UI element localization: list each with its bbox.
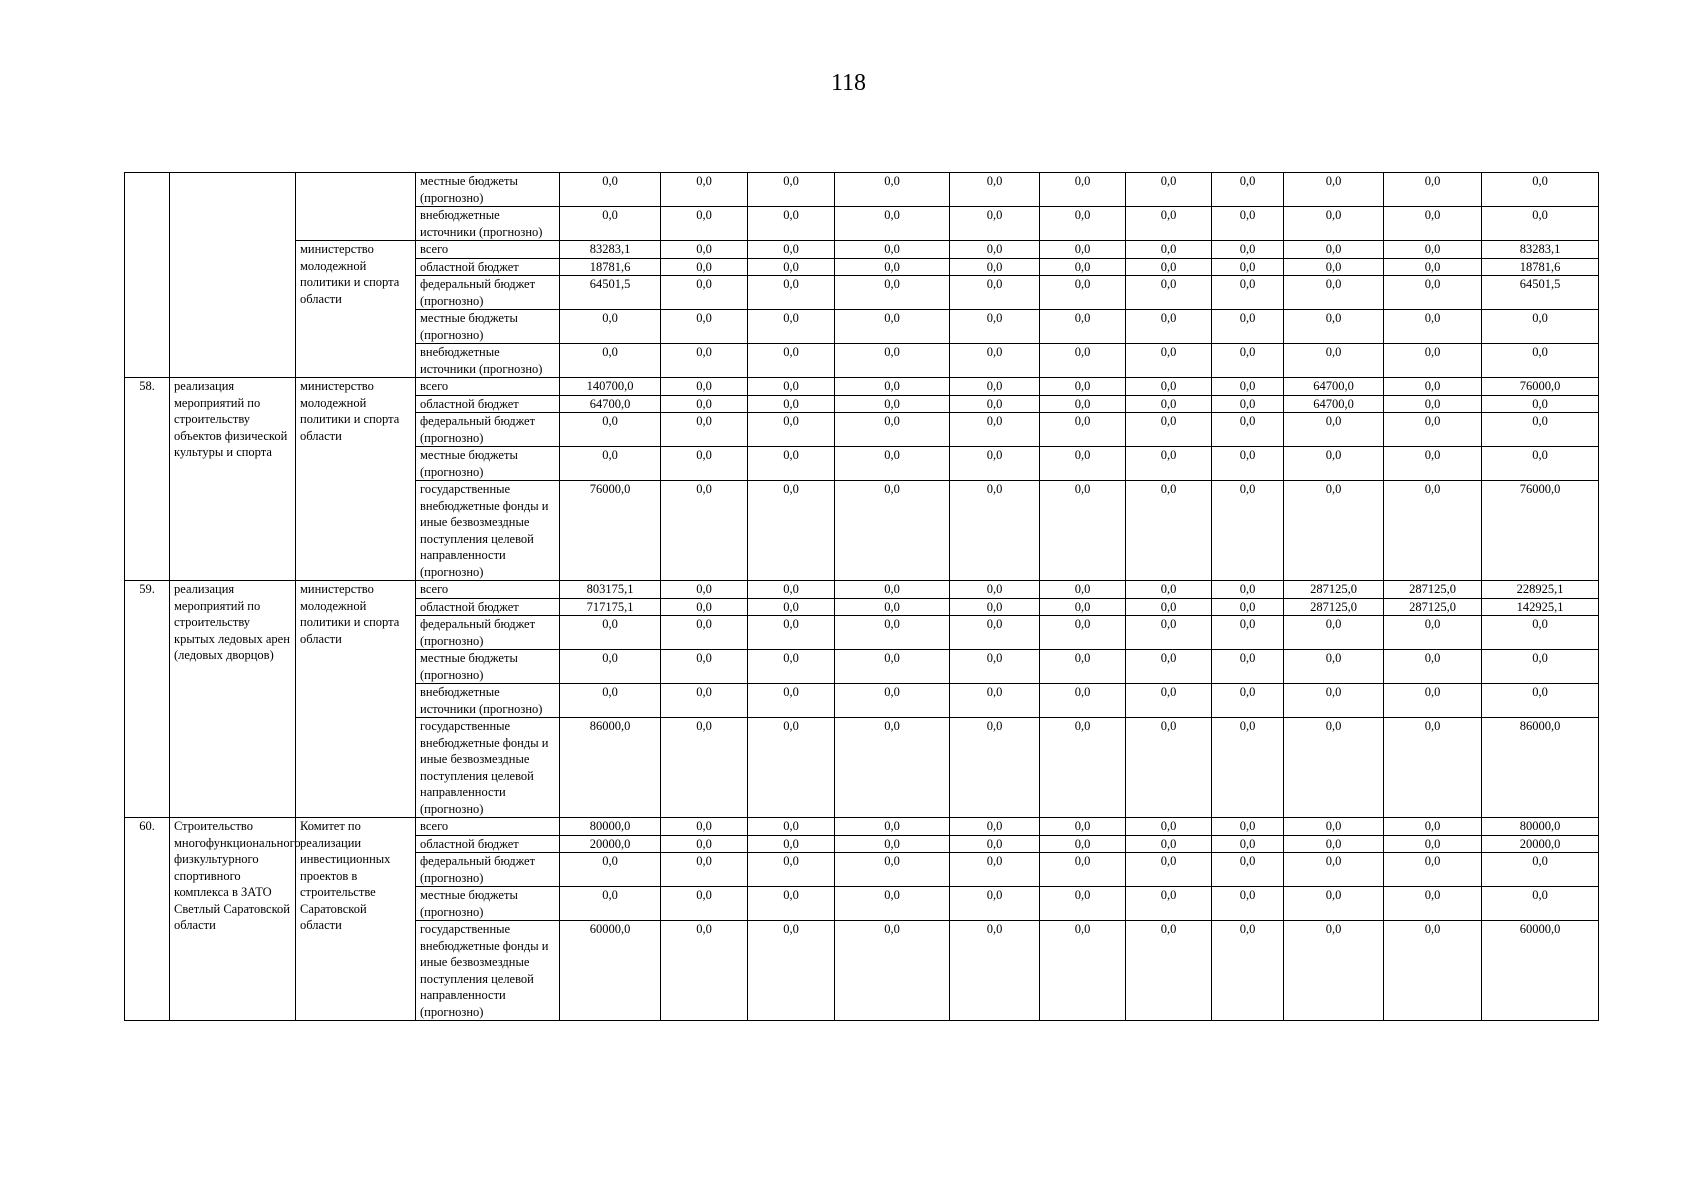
amount-cell: 0,0 <box>661 853 748 887</box>
amount-cell: 0,0 <box>1212 344 1284 378</box>
amount-cell: 0,0 <box>1482 413 1599 447</box>
amount-cell: 0,0 <box>1126 395 1212 413</box>
amount-cell: 0,0 <box>1040 581 1126 599</box>
amount-cell: 0,0 <box>1040 241 1126 259</box>
funding-source: областной бюджет <box>416 395 560 413</box>
amount-cell: 0,0 <box>748 887 835 921</box>
amount-cell: 0,0 <box>748 616 835 650</box>
amount-cell: 287125,0 <box>1284 598 1384 616</box>
activity-name <box>170 173 296 378</box>
amount-cell: 0,0 <box>1384 818 1482 836</box>
amount-cell: 0,0 <box>1212 650 1284 684</box>
funding-source: федеральный бюджет (прогнозно) <box>416 853 560 887</box>
amount-cell: 0,0 <box>560 344 661 378</box>
amount-cell: 86000,0 <box>560 718 661 818</box>
amount-cell: 64501,5 <box>1482 276 1599 310</box>
amount-cell: 0,0 <box>1126 835 1212 853</box>
amount-cell: 0,0 <box>1212 835 1284 853</box>
budget-table-body <box>125 173 1599 1021</box>
amount-cell: 0,0 <box>835 921 950 1021</box>
amount-cell: 0,0 <box>748 413 835 447</box>
amount-cell: 0,0 <box>1482 395 1599 413</box>
amount-cell: 0,0 <box>835 173 950 207</box>
funding-source: областной бюджет <box>416 258 560 276</box>
amount-cell: 0,0 <box>661 258 748 276</box>
amount-cell: 80000,0 <box>560 818 661 836</box>
amount-cell: 0,0 <box>950 413 1040 447</box>
funding-source: внебюджетные источники (прогнозно) <box>416 344 560 378</box>
amount-cell: 0,0 <box>661 598 748 616</box>
amount-cell: 0,0 <box>835 378 950 396</box>
funding-source: областной бюджет <box>416 598 560 616</box>
amount-cell: 0,0 <box>1384 413 1482 447</box>
amount-cell: 0,0 <box>1212 447 1284 481</box>
funding-source: федеральный бюджет (прогнозно) <box>416 413 560 447</box>
amount-cell: 0,0 <box>1126 887 1212 921</box>
amount-cell: 0,0 <box>1212 684 1284 718</box>
amount-cell: 0,0 <box>661 481 748 581</box>
amount-cell: 0,0 <box>661 887 748 921</box>
amount-cell: 0,0 <box>1126 276 1212 310</box>
amount-cell: 64501,5 <box>560 276 661 310</box>
funding-source: федеральный бюджет (прогнозно) <box>416 276 560 310</box>
row-index: 59. <box>125 581 170 818</box>
amount-cell: 0,0 <box>1126 684 1212 718</box>
amount-cell: 0,0 <box>1040 447 1126 481</box>
amount-cell: 0,0 <box>748 581 835 599</box>
amount-cell: 0,0 <box>1040 481 1126 581</box>
amount-cell: 0,0 <box>950 344 1040 378</box>
amount-cell: 0,0 <box>1126 173 1212 207</box>
funding-source: местные бюджеты (прогнозно) <box>416 173 560 207</box>
amount-cell: 0,0 <box>950 310 1040 344</box>
amount-cell: 83283,1 <box>1482 241 1599 259</box>
amount-cell: 0,0 <box>950 395 1040 413</box>
amount-cell: 0,0 <box>1284 258 1384 276</box>
amount-cell: 0,0 <box>1284 818 1384 836</box>
amount-cell: 0,0 <box>1040 598 1126 616</box>
amount-cell: 0,0 <box>1126 378 1212 396</box>
table-row <box>125 818 1599 836</box>
amount-cell: 0,0 <box>661 395 748 413</box>
amount-cell: 0,0 <box>1284 616 1384 650</box>
activity-name: реализация мероприятий по строительству объектов физической культуры и спорта <box>170 378 296 581</box>
amount-cell: 142925,1 <box>1482 598 1599 616</box>
amount-cell: 0,0 <box>1384 344 1482 378</box>
amount-cell: 0,0 <box>1212 887 1284 921</box>
amount-cell: 0,0 <box>835 835 950 853</box>
amount-cell: 0,0 <box>560 413 661 447</box>
amount-cell: 717175,1 <box>560 598 661 616</box>
amount-cell: 80000,0 <box>1482 818 1599 836</box>
amount-cell: 0,0 <box>560 310 661 344</box>
amount-cell: 0,0 <box>661 413 748 447</box>
amount-cell: 0,0 <box>835 581 950 599</box>
amount-cell: 0,0 <box>1126 207 1212 241</box>
amount-cell: 0,0 <box>1040 684 1126 718</box>
amount-cell: 0,0 <box>661 378 748 396</box>
amount-cell: 0,0 <box>748 258 835 276</box>
amount-cell: 0,0 <box>560 447 661 481</box>
amount-cell: 0,0 <box>1284 447 1384 481</box>
amount-cell: 0,0 <box>835 598 950 616</box>
amount-cell: 0,0 <box>748 650 835 684</box>
amount-cell: 0,0 <box>835 447 950 481</box>
amount-cell: 0,0 <box>1212 258 1284 276</box>
amount-cell: 0,0 <box>1384 378 1482 396</box>
activity-name: Строительство многофункционального физкультурного спортивного комплекса в ЗАТО Светлый Саратовской области <box>170 818 296 1021</box>
amount-cell: 0,0 <box>1040 887 1126 921</box>
amount-cell: 60000,0 <box>1482 921 1599 1021</box>
amount-cell: 18781,6 <box>1482 258 1599 276</box>
amount-cell: 76000,0 <box>560 481 661 581</box>
amount-cell: 0,0 <box>1384 835 1482 853</box>
amount-cell: 20000,0 <box>1482 835 1599 853</box>
amount-cell: 0,0 <box>748 173 835 207</box>
amount-cell: 0,0 <box>1126 718 1212 818</box>
amount-cell: 0,0 <box>1126 921 1212 1021</box>
funding-source: всего <box>416 241 560 259</box>
amount-cell: 0,0 <box>1482 173 1599 207</box>
amount-cell: 64700,0 <box>560 395 661 413</box>
amount-cell: 0,0 <box>1384 853 1482 887</box>
amount-cell: 0,0 <box>1384 481 1482 581</box>
amount-cell: 0,0 <box>1384 684 1482 718</box>
amount-cell: 0,0 <box>835 853 950 887</box>
amount-cell: 287125,0 <box>1284 581 1384 599</box>
amount-cell: 0,0 <box>1040 207 1126 241</box>
amount-cell: 0,0 <box>1212 616 1284 650</box>
amount-cell: 0,0 <box>661 650 748 684</box>
amount-cell: 0,0 <box>661 921 748 1021</box>
amount-cell: 0,0 <box>1384 276 1482 310</box>
funding-source: всего <box>416 818 560 836</box>
amount-cell: 0,0 <box>1040 258 1126 276</box>
amount-cell: 0,0 <box>1482 447 1599 481</box>
executor-name: министерство молодежной политики и спорта области <box>296 241 416 378</box>
amount-cell: 0,0 <box>748 207 835 241</box>
funding-source: всего <box>416 581 560 599</box>
table-row <box>125 378 1599 396</box>
amount-cell: 0,0 <box>835 258 950 276</box>
amount-cell: 0,0 <box>950 207 1040 241</box>
amount-cell: 0,0 <box>748 481 835 581</box>
amount-cell: 0,0 <box>1212 413 1284 447</box>
amount-cell: 0,0 <box>1482 207 1599 241</box>
amount-cell: 64700,0 <box>1284 378 1384 396</box>
amount-cell: 0,0 <box>1126 598 1212 616</box>
amount-cell: 0,0 <box>1212 276 1284 310</box>
amount-cell: 0,0 <box>1284 413 1384 447</box>
amount-cell: 0,0 <box>835 650 950 684</box>
amount-cell: 0,0 <box>1384 241 1482 259</box>
amount-cell: 0,0 <box>1384 395 1482 413</box>
amount-cell: 0,0 <box>950 447 1040 481</box>
amount-cell: 0,0 <box>748 241 835 259</box>
amount-cell: 0,0 <box>835 241 950 259</box>
amount-cell: 0,0 <box>661 344 748 378</box>
amount-cell: 0,0 <box>1126 241 1212 259</box>
amount-cell: 0,0 <box>1040 616 1126 650</box>
amount-cell: 0,0 <box>835 344 950 378</box>
amount-cell: 0,0 <box>950 835 1040 853</box>
amount-cell: 0,0 <box>1126 853 1212 887</box>
amount-cell: 0,0 <box>1284 207 1384 241</box>
amount-cell: 0,0 <box>1126 616 1212 650</box>
amount-cell: 0,0 <box>661 310 748 344</box>
amount-cell: 0,0 <box>1482 684 1599 718</box>
amount-cell: 0,0 <box>1482 853 1599 887</box>
amount-cell: 228925,1 <box>1482 581 1599 599</box>
executor-name <box>296 173 416 241</box>
amount-cell: 0,0 <box>1212 818 1284 836</box>
budget-table <box>124 172 1599 1021</box>
amount-cell: 18781,6 <box>560 258 661 276</box>
amount-cell: 0,0 <box>950 598 1040 616</box>
amount-cell: 0,0 <box>1126 344 1212 378</box>
amount-cell: 0,0 <box>950 921 1040 1021</box>
funding-source: местные бюджеты (прогнозно) <box>416 887 560 921</box>
amount-cell: 60000,0 <box>560 921 661 1021</box>
amount-cell: 0,0 <box>835 207 950 241</box>
amount-cell: 0,0 <box>661 207 748 241</box>
funding-source: местные бюджеты (прогнозно) <box>416 447 560 481</box>
funding-source: государственные внебюджетные фонды и иные безвозмездные поступления целевой направленности (прогнозно) <box>416 921 560 1021</box>
amount-cell: 0,0 <box>560 853 661 887</box>
amount-cell: 76000,0 <box>1482 481 1599 581</box>
amount-cell: 0,0 <box>748 344 835 378</box>
table-row <box>125 581 1599 599</box>
amount-cell: 0,0 <box>1040 650 1126 684</box>
amount-cell: 0,0 <box>748 835 835 853</box>
amount-cell: 803175,1 <box>560 581 661 599</box>
amount-cell: 0,0 <box>1284 853 1384 887</box>
amount-cell: 0,0 <box>1126 447 1212 481</box>
amount-cell: 0,0 <box>1212 581 1284 599</box>
amount-cell: 0,0 <box>1384 887 1482 921</box>
amount-cell: 0,0 <box>748 447 835 481</box>
amount-cell: 0,0 <box>1212 310 1284 344</box>
amount-cell: 0,0 <box>1384 207 1482 241</box>
amount-cell: 0,0 <box>1126 258 1212 276</box>
amount-cell: 0,0 <box>950 650 1040 684</box>
amount-cell: 0,0 <box>560 650 661 684</box>
amount-cell: 0,0 <box>1040 310 1126 344</box>
amount-cell: 287125,0 <box>1384 581 1482 599</box>
amount-cell: 0,0 <box>1284 718 1384 818</box>
amount-cell: 140700,0 <box>560 378 661 396</box>
funding-source: всего <box>416 378 560 396</box>
executor-name: Комитет по реализации инвестиционных проектов в строительстве Саратовской области <box>296 818 416 1021</box>
amount-cell: 0,0 <box>1482 310 1599 344</box>
funding-source: государственные внебюджетные фонды и иные безвозмездные поступления целевой направленности (прогнозно) <box>416 718 560 818</box>
amount-cell: 0,0 <box>950 173 1040 207</box>
amount-cell: 0,0 <box>950 276 1040 310</box>
amount-cell: 0,0 <box>1284 921 1384 1021</box>
amount-cell: 0,0 <box>835 310 950 344</box>
row-index: 60. <box>125 818 170 1021</box>
amount-cell: 0,0 <box>661 835 748 853</box>
amount-cell: 0,0 <box>748 378 835 396</box>
table-row <box>125 241 1599 259</box>
amount-cell: 0,0 <box>1284 481 1384 581</box>
funding-source: внебюджетные источники (прогнозно) <box>416 684 560 718</box>
amount-cell: 0,0 <box>950 818 1040 836</box>
amount-cell: 0,0 <box>1384 310 1482 344</box>
amount-cell: 0,0 <box>835 395 950 413</box>
amount-cell: 0,0 <box>748 276 835 310</box>
amount-cell: 0,0 <box>661 276 748 310</box>
amount-cell: 0,0 <box>661 616 748 650</box>
amount-cell: 0,0 <box>1126 481 1212 581</box>
page-number: 118 <box>830 70 867 96</box>
activity-name: реализация мероприятий по строительству крытых ледовых арен (ледовых дворцов) <box>170 581 296 818</box>
funding-source: внебюджетные источники (прогнозно) <box>416 207 560 241</box>
amount-cell: 0,0 <box>1284 684 1384 718</box>
amount-cell: 0,0 <box>1384 650 1482 684</box>
amount-cell: 0,0 <box>748 395 835 413</box>
amount-cell: 83283,1 <box>560 241 661 259</box>
amount-cell: 0,0 <box>1126 650 1212 684</box>
amount-cell: 0,0 <box>748 853 835 887</box>
amount-cell: 0,0 <box>950 684 1040 718</box>
amount-cell: 0,0 <box>560 684 661 718</box>
amount-cell: 0,0 <box>1284 173 1384 207</box>
amount-cell: 0,0 <box>1384 921 1482 1021</box>
amount-cell: 0,0 <box>950 378 1040 396</box>
amount-cell: 0,0 <box>1384 447 1482 481</box>
row-index: 58. <box>125 378 170 581</box>
table-row <box>125 173 1599 207</box>
amount-cell: 64700,0 <box>1284 395 1384 413</box>
amount-cell: 0,0 <box>1212 378 1284 396</box>
amount-cell: 0,0 <box>835 616 950 650</box>
amount-cell: 0,0 <box>835 818 950 836</box>
amount-cell: 0,0 <box>1284 835 1384 853</box>
amount-cell: 0,0 <box>1040 818 1126 836</box>
amount-cell: 0,0 <box>1212 207 1284 241</box>
amount-cell: 0,0 <box>950 481 1040 581</box>
amount-cell: 0,0 <box>1126 413 1212 447</box>
funding-source: областной бюджет <box>416 835 560 853</box>
amount-cell: 0,0 <box>748 818 835 836</box>
amount-cell: 0,0 <box>950 616 1040 650</box>
amount-cell: 0,0 <box>1284 344 1384 378</box>
amount-cell: 0,0 <box>661 684 748 718</box>
amount-cell: 0,0 <box>1040 835 1126 853</box>
funding-source: местные бюджеты (прогнозно) <box>416 310 560 344</box>
amount-cell: 0,0 <box>950 241 1040 259</box>
amount-cell: 0,0 <box>748 684 835 718</box>
amount-cell: 0,0 <box>1212 241 1284 259</box>
amount-cell: 0,0 <box>1284 276 1384 310</box>
amount-cell: 0,0 <box>950 581 1040 599</box>
amount-cell: 0,0 <box>560 616 661 650</box>
amount-cell: 0,0 <box>661 581 748 599</box>
amount-cell: 0,0 <box>1126 310 1212 344</box>
amount-cell: 0,0 <box>950 258 1040 276</box>
amount-cell: 0,0 <box>835 276 950 310</box>
amount-cell: 0,0 <box>1212 853 1284 887</box>
amount-cell: 0,0 <box>1040 344 1126 378</box>
amount-cell: 0,0 <box>661 241 748 259</box>
amount-cell: 0,0 <box>1482 650 1599 684</box>
amount-cell: 0,0 <box>748 718 835 818</box>
executor-name: министерство молодежной политики и спорта области <box>296 378 416 581</box>
amount-cell: 0,0 <box>748 921 835 1021</box>
amount-cell: 0,0 <box>1212 481 1284 581</box>
amount-cell: 76000,0 <box>1482 378 1599 396</box>
amount-cell: 0,0 <box>560 887 661 921</box>
amount-cell: 0,0 <box>835 684 950 718</box>
amount-cell: 0,0 <box>1126 818 1212 836</box>
funding-source: федеральный бюджет (прогнозно) <box>416 616 560 650</box>
amount-cell: 0,0 <box>1384 173 1482 207</box>
amount-cell: 0,0 <box>1284 310 1384 344</box>
amount-cell: 0,0 <box>1482 344 1599 378</box>
amount-cell: 0,0 <box>1482 887 1599 921</box>
amount-cell: 0,0 <box>1040 378 1126 396</box>
amount-cell: 0,0 <box>1284 241 1384 259</box>
amount-cell: 0,0 <box>1212 395 1284 413</box>
amount-cell: 0,0 <box>835 887 950 921</box>
amount-cell: 0,0 <box>1040 276 1126 310</box>
amount-cell: 0,0 <box>1040 395 1126 413</box>
amount-cell: 0,0 <box>1384 718 1482 818</box>
amount-cell: 0,0 <box>560 173 661 207</box>
amount-cell: 0,0 <box>1040 718 1126 818</box>
amount-cell: 0,0 <box>835 718 950 818</box>
funding-source: государственные внебюджетные фонды и иные безвозмездные поступления целевой направленности (прогнозно) <box>416 481 560 581</box>
amount-cell: 0,0 <box>1284 650 1384 684</box>
amount-cell: 0,0 <box>1212 921 1284 1021</box>
amount-cell: 0,0 <box>1384 616 1482 650</box>
amount-cell: 0,0 <box>835 481 950 581</box>
amount-cell: 20000,0 <box>560 835 661 853</box>
amount-cell: 0,0 <box>1212 173 1284 207</box>
amount-cell: 0,0 <box>1212 718 1284 818</box>
amount-cell: 0,0 <box>560 207 661 241</box>
amount-cell: 0,0 <box>950 887 1040 921</box>
amount-cell: 0,0 <box>1040 853 1126 887</box>
executor-name: министерство молодежной политики и спорта области <box>296 581 416 818</box>
amount-cell: 0,0 <box>1212 598 1284 616</box>
amount-cell: 0,0 <box>950 853 1040 887</box>
amount-cell: 0,0 <box>1284 887 1384 921</box>
amount-cell: 0,0 <box>1384 258 1482 276</box>
amount-cell: 0,0 <box>835 413 950 447</box>
amount-cell: 0,0 <box>661 718 748 818</box>
amount-cell: 0,0 <box>661 818 748 836</box>
amount-cell: 0,0 <box>748 310 835 344</box>
amount-cell: 0,0 <box>1126 581 1212 599</box>
amount-cell: 0,0 <box>950 718 1040 818</box>
amount-cell: 86000,0 <box>1482 718 1599 818</box>
row-index <box>125 173 170 378</box>
amount-cell: 0,0 <box>1040 173 1126 207</box>
amount-cell: 0,0 <box>748 598 835 616</box>
amount-cell: 0,0 <box>1040 413 1126 447</box>
amount-cell: 287125,0 <box>1384 598 1482 616</box>
amount-cell: 0,0 <box>1040 921 1126 1021</box>
amount-cell: 0,0 <box>1482 616 1599 650</box>
funding-source: местные бюджеты (прогнозно) <box>416 650 560 684</box>
amount-cell: 0,0 <box>661 447 748 481</box>
amount-cell: 0,0 <box>661 173 748 207</box>
